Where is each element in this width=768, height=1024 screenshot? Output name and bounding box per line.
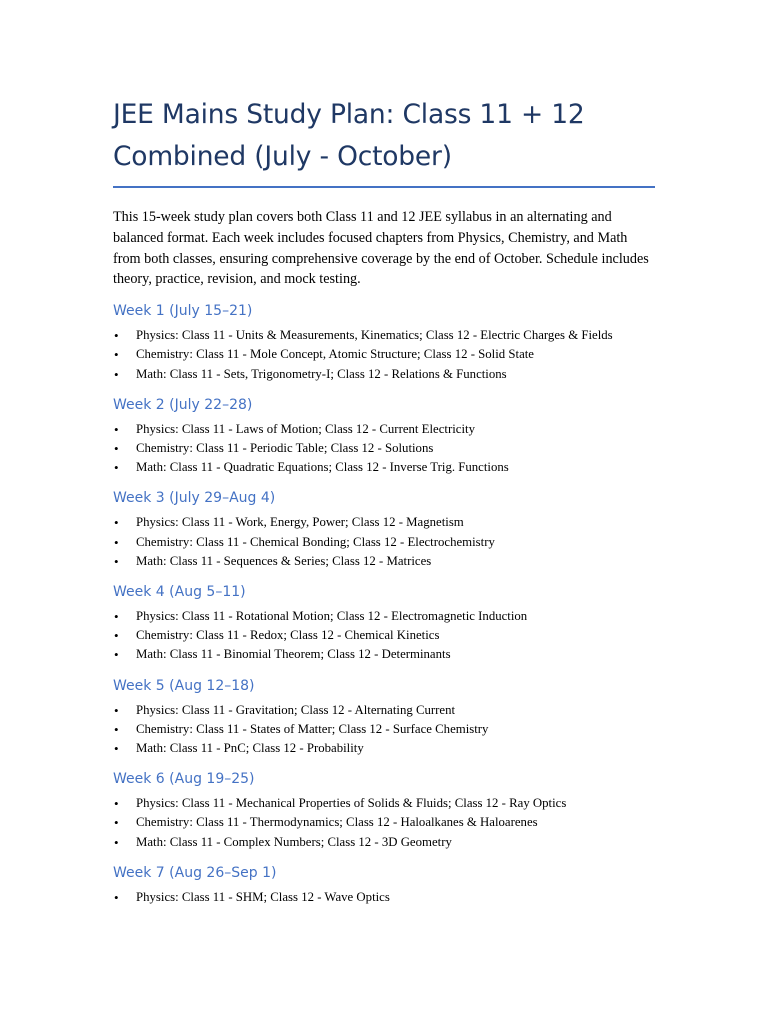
topic-text: Physics: Class 11 - Laws of Motion; Class 12 - Current Electricity	[136, 421, 475, 436]
bullet-icon: •	[114, 441, 119, 456]
topic-text: Chemistry: Class 11 - States of Matter; Class 12 - Surface Chemistry	[136, 721, 489, 736]
topic-text: Physics: Class 11 - Work, Energy, Power; Class 12 - Magnetism	[136, 515, 464, 530]
topic-item	[113, 439, 655, 458]
bullet-icon: •	[114, 721, 119, 737]
topic-text: Chemistry: Class 11 - Mole Concept, Atomic Structure; Class 12 - Solid State	[136, 347, 534, 362]
bullet-icon: •	[114, 628, 119, 644]
week-topic-list	[113, 420, 655, 478]
topic-item	[113, 365, 655, 384]
topic-item	[113, 533, 655, 552]
topic-text: Math: Class 11 - Sequences & Series; Class 12 - Matrices	[136, 553, 432, 568]
bullet-icon: •	[114, 421, 119, 437]
bullet-icon: •	[114, 366, 119, 382]
topic-text: Physics: Class 11 - SHM; Class 12 - Wave Optics	[136, 889, 390, 904]
bullet-icon: •	[114, 328, 119, 344]
week-section	[113, 676, 655, 759]
document-body	[113, 94, 655, 907]
week-section	[113, 488, 655, 571]
topic-item	[113, 513, 655, 532]
topic-item	[113, 645, 655, 664]
bullet-icon: •	[114, 702, 119, 718]
week-topic-list	[113, 513, 655, 571]
bullet-icon: •	[114, 460, 119, 476]
week-topic-list	[113, 607, 655, 665]
bullet-icon: •	[114, 515, 119, 531]
bullet-icon: •	[114, 534, 119, 550]
topic-text: Chemistry: Class 11 - Redox; Class 12 - Chemical Kinetics	[136, 628, 440, 643]
week-heading: Week 5 (Aug 12–18)	[113, 677, 255, 694]
bullet-icon: •	[114, 834, 119, 850]
week-heading: Week 3 (July 29–Aug 4)	[113, 490, 276, 507]
topic-text: Physics: Class 11 - Rotational Motion; Class 12 - Electromagnetic Induction	[136, 609, 528, 624]
topic-item	[113, 813, 655, 832]
bullet-icon: •	[114, 741, 119, 757]
bullet-icon: •	[114, 647, 119, 663]
week-topic-list	[113, 794, 655, 852]
week-heading: Week 2 (July 22–28)	[113, 396, 253, 413]
bullet-icon: •	[114, 347, 119, 363]
bullet-icon: •	[114, 889, 119, 905]
week-section	[113, 769, 655, 852]
topic-text: Physics: Class 11 - Mechanical Properties of Solids & Fluids; Class 12 - Ray Optics	[136, 796, 567, 811]
bullet-icon: •	[114, 609, 119, 625]
topic-text: Math: Class 11 - Binomial Theorem; Class 12 - Determinants	[136, 647, 451, 662]
topic-text: Physics: Class 11 - Units & Measurements, Kinematics; Class 12 - Electric Charges & Fields	[136, 328, 613, 343]
document-title: JEE Mains Study Plan: Class 11 + 12 Combined (July - October)	[113, 99, 585, 172]
topic-text: Chemistry: Class 11 - Chemical Bonding; Class 12 - Electrochemistry	[136, 534, 495, 549]
week-topic-list	[113, 701, 655, 759]
topic-item	[113, 420, 655, 439]
title-underline	[113, 186, 655, 188]
bullet-icon: •	[114, 796, 119, 812]
bullet-icon: •	[114, 815, 119, 831]
topic-item	[113, 794, 655, 813]
topic-item	[113, 720, 655, 739]
topic-item	[113, 833, 655, 852]
week-section	[113, 301, 655, 384]
intro-paragraph: This 15-week study plan covers both Class 11 and 12 JEE syllabus in an alternating and balanced format. Each week includes focused chapters from Physics, Chemistry, and Math from both classes, ensuring comprehensive coverage by the end of October. Schedule includes theory, practice, revision, and mock testing.	[113, 209, 649, 288]
topic-text: Math: Class 11 - Complex Numbers; Class 12 - 3D Geometry	[136, 834, 452, 849]
topic-item	[113, 607, 655, 626]
topic-item	[113, 458, 655, 477]
week-section	[113, 863, 655, 907]
topic-item	[113, 552, 655, 571]
topic-item	[113, 326, 655, 345]
topic-text: Chemistry: Class 11 - Thermodynamics; Class 12 - Haloalkanes & Haloarenes	[136, 815, 538, 830]
topic-text: Math: Class 11 - Quadratic Equations; Class 12 - Inverse Trig. Functions	[136, 460, 509, 475]
week-heading: Week 7 (Aug 26–Sep 1)	[113, 864, 277, 881]
topic-item	[113, 888, 655, 907]
bullet-icon: •	[114, 553, 119, 569]
week-heading: Week 1 (July 15–21)	[113, 303, 253, 320]
topic-text: Math: Class 11 - PnC; Class 12 - Probability	[136, 741, 364, 756]
topic-item	[113, 739, 655, 758]
topic-item	[113, 701, 655, 720]
topic-text: Math: Class 11 - Sets, Trigonometry-I; Class 12 - Relations & Functions	[136, 366, 507, 381]
week-section	[113, 582, 655, 665]
topic-text: Physics: Class 11 - Gravitation; Class 12 - Alternating Current	[136, 702, 456, 717]
week-section	[113, 395, 655, 478]
week-heading: Week 6 (Aug 19–25)	[113, 771, 255, 788]
week-topic-list	[113, 888, 655, 907]
topic-item	[113, 345, 655, 364]
topic-text: Chemistry: Class 11 - Periodic Table; Class 12 - Solutions	[136, 441, 434, 455]
week-heading: Week 4 (Aug 5–11)	[113, 584, 246, 601]
week-topic-list	[113, 326, 655, 384]
topic-item	[113, 626, 655, 645]
